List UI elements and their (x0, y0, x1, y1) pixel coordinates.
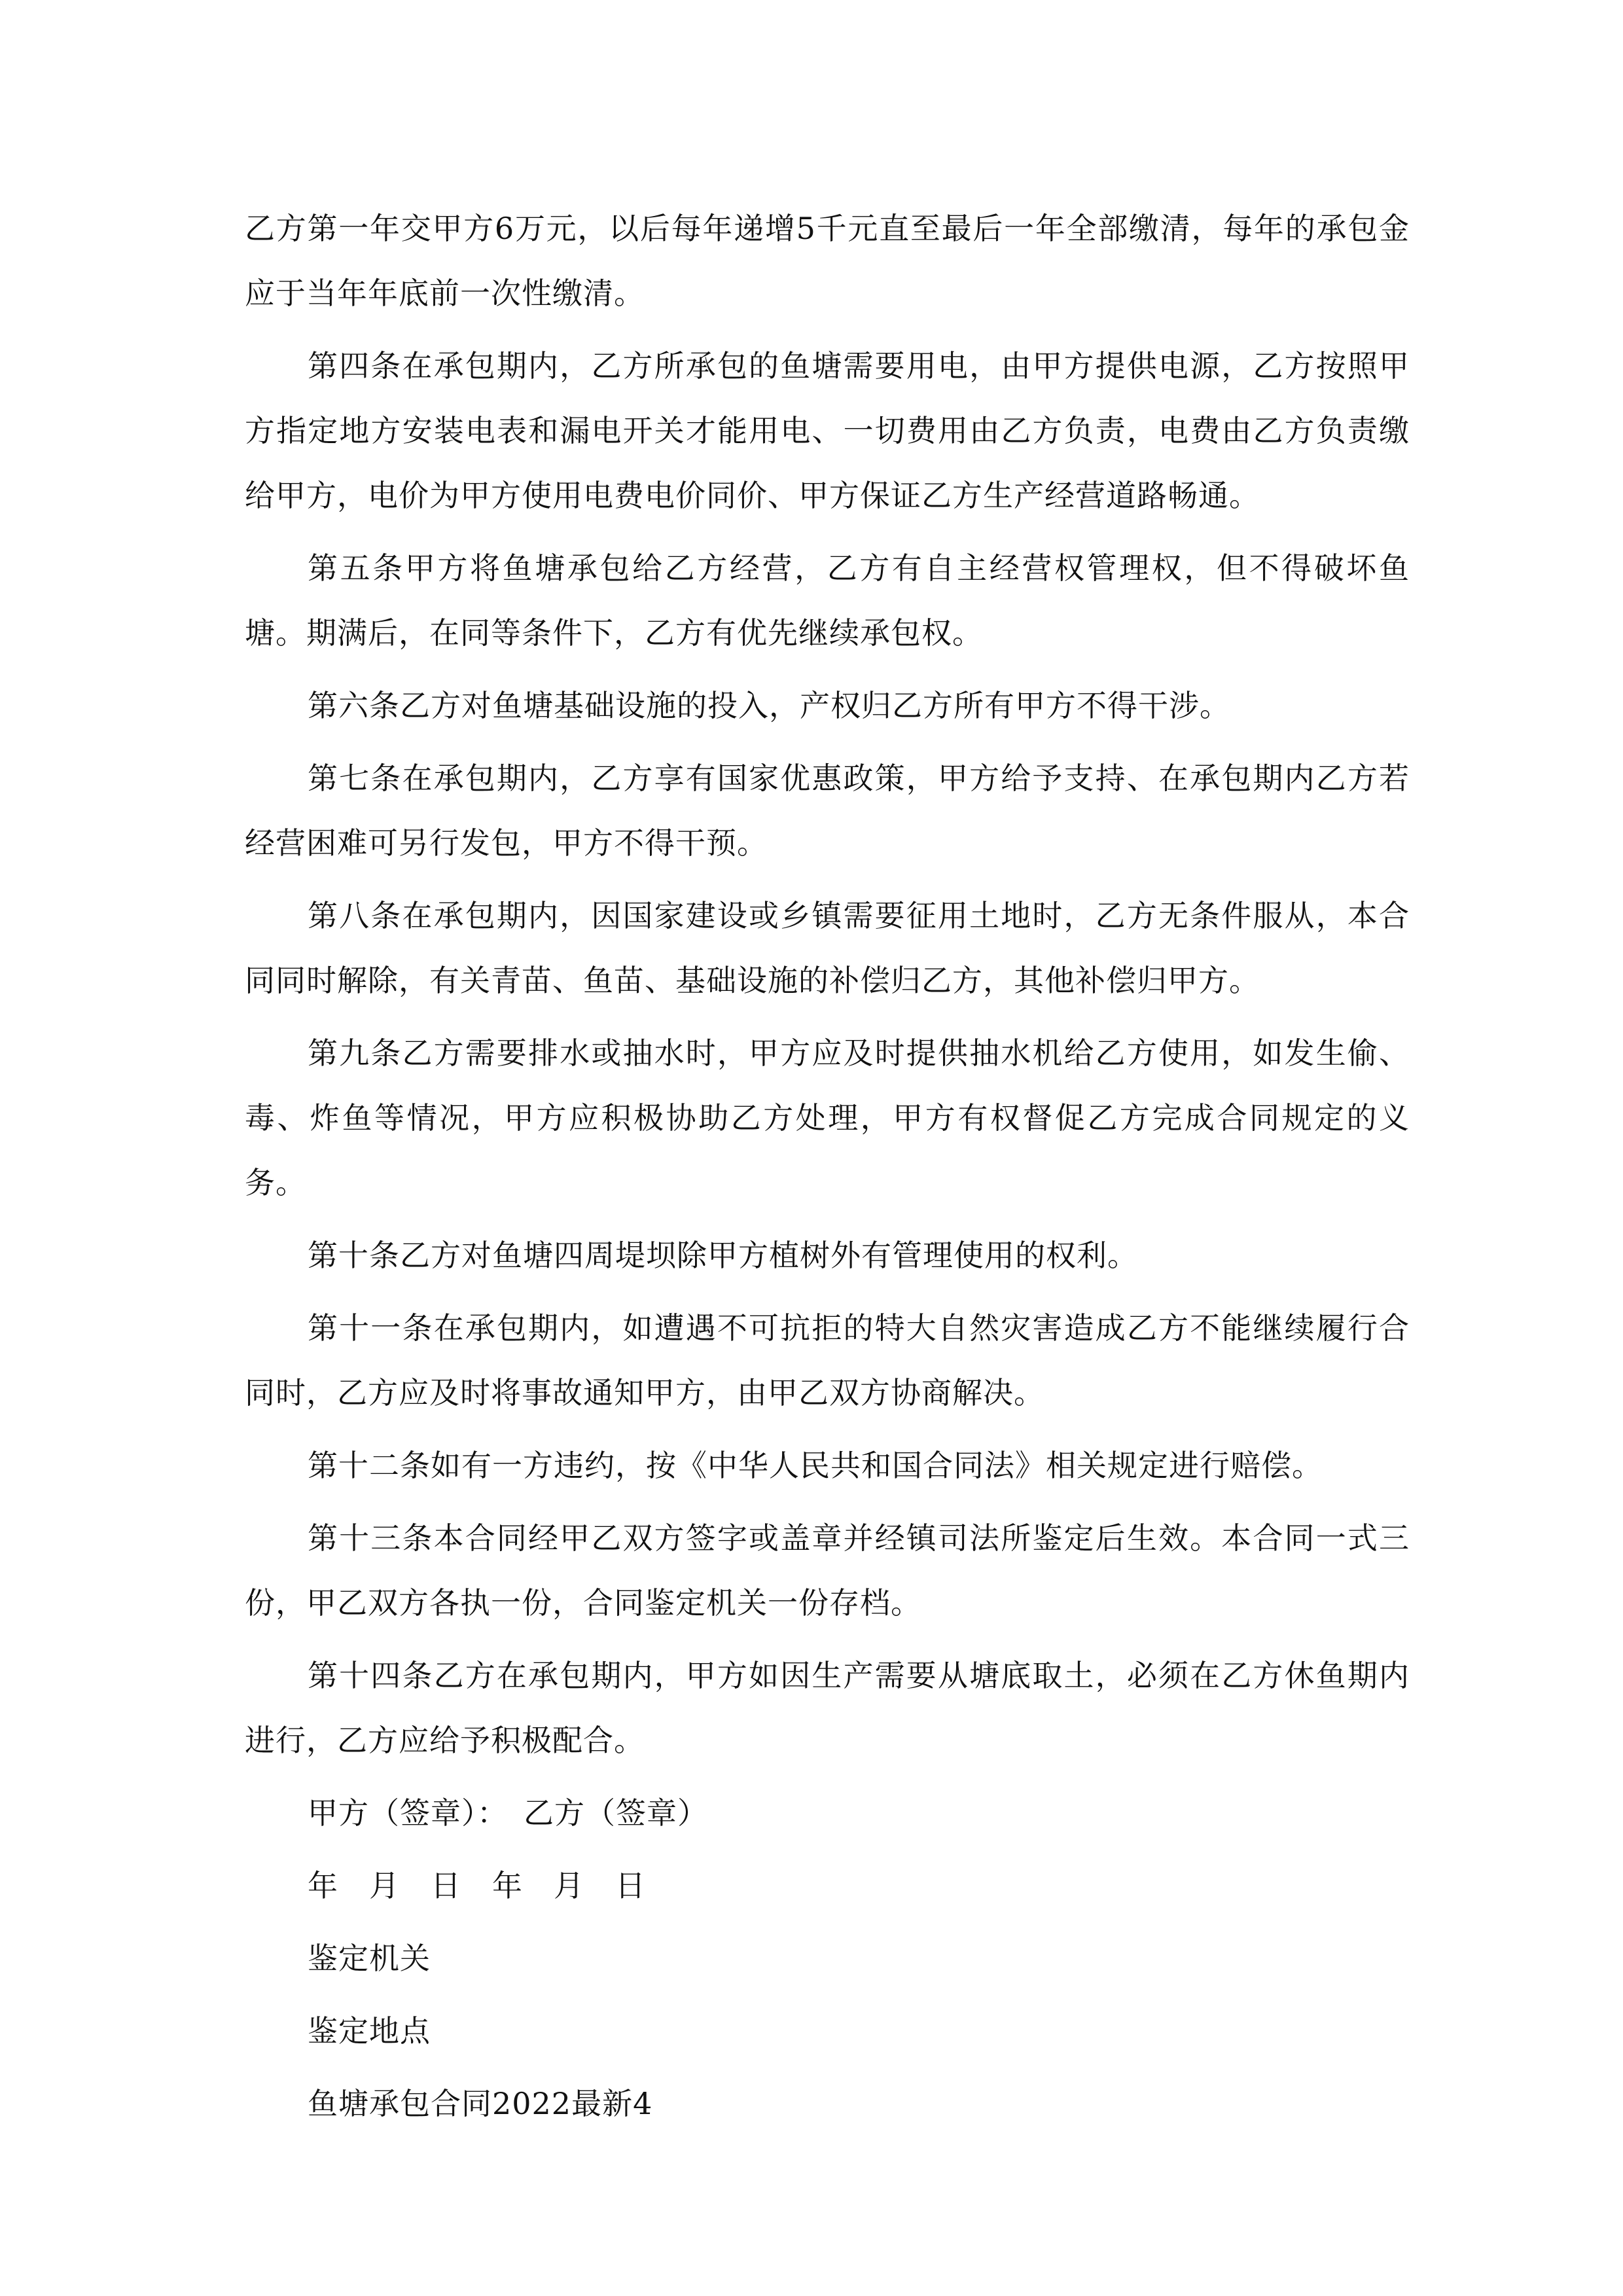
document-body (245, 196, 1410, 2136)
paragraph-article-5: 第五条甲方将鱼塘承包给乙方经营，乙方有自主经营权管理权，但不得破坏鱼塘。期满后，在同等条件下，乙方有优先继续承包权。 (245, 550, 1410, 651)
paragraph-article-10: 第十条乙方对鱼塘四周堤坝除甲方植树外有管理使用的权利。 (308, 1238, 1138, 1273)
paragraph-article-4: 第四条在承包期内，乙方所承包的鱼塘需要用电，由甲方提供电源，乙方按照甲方指定地方安装电表和漏电开关才能用电、一切费用由乙方负责，电费由乙方负责缴给甲方，电价为甲方使用电费电价同价、甲方保证乙方生产经营道路畅通。 (245, 348, 1410, 513)
paragraph-article-14: 第十四条乙方在承包期内，甲方如因生产需要从塘底取土，必须在乙方休鱼期内进行，乙方应给予积极配合。 (245, 1658, 1410, 1758)
paragraph-article-13: 第十三条本合同经甲乙双方签字或盖章并经镇司法所鉴定后生效。本合同一式三份，甲乙双方各执一份，合同鉴定机关一份存档。 (245, 1520, 1410, 1621)
date-line: 年 月 日 年 月 日 (308, 1868, 646, 1903)
paragraph-article-11: 第十一条在承包期内，如遭遇不可抗拒的特大自然灾害造成乙方不能继续履行合同时，乙方应及时将事故通知甲方，由甲乙双方协商解决。 (245, 1310, 1410, 1410)
paragraph-article-12: 第十二条如有一方违约，按《中华人民共和国合同法》相关规定进行赔偿。 (308, 1448, 1323, 1483)
paragraph-payment-terms: 乙方第一年交甲方6万元，以后每年递增5千元直至最后一年全部缴清，每年的承包金应于当年年底前一次性缴清。 (245, 211, 1410, 311)
paragraph-article-9: 第九条乙方需要排水或抽水时，甲方应及时提供抽水机给乙方使用，如发生偷、毒、炸鱼等情况，甲方应积极协助乙方处理，甲方有权督促乙方完成合同规定的义务。 (245, 1035, 1410, 1200)
paragraph-article-6: 第六条乙方对鱼塘基础设施的投入，产权归乙方所有甲方不得干涉。 (308, 688, 1230, 723)
next-section-heading: 鱼塘承包合同2022最新4 (308, 2086, 653, 2121)
authority-label: 鉴定机关 (308, 1941, 431, 1976)
signature-line: 甲方（签章）： 乙方（签章） (308, 1795, 708, 1831)
location-label: 鉴定地点 (308, 2013, 431, 2049)
paragraph-article-7: 第七条在承包期内，乙方享有国家优惠政策，甲方给予支持、在承包期内乙方若经营困难可另行发包，甲方不得干预。 (245, 761, 1410, 861)
paragraph-article-8: 第八条在承包期内，因国家建设或乡镇需要征用土地时，乙方无条件服从，本合同同时解除，有关青苗、鱼苗、基础设施的补偿归乙方，其他补偿归甲方。 (245, 898, 1410, 998)
